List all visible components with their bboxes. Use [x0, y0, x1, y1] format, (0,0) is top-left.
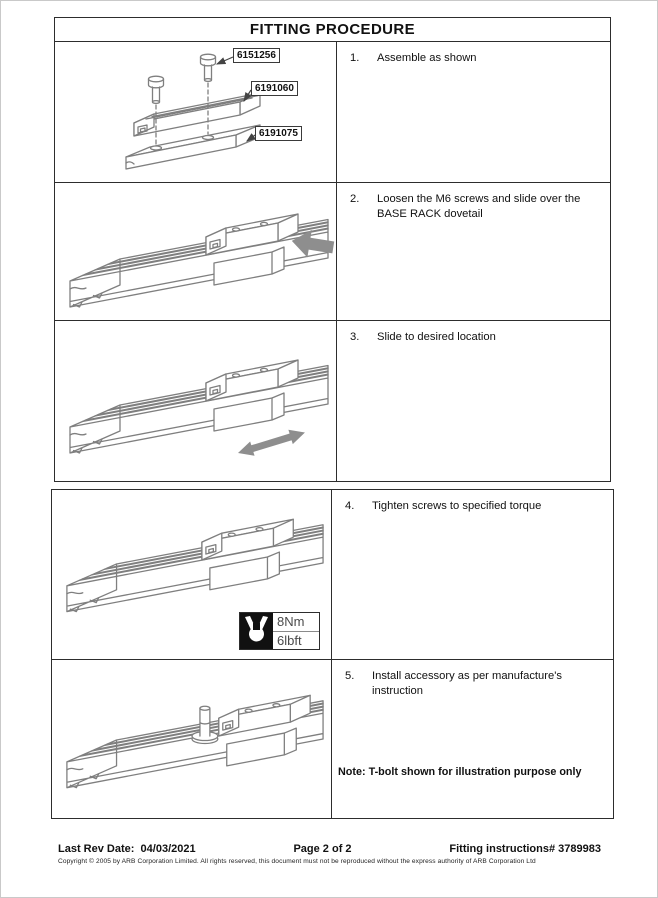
step-number: 5.	[345, 670, 355, 682]
step1-text-cell	[337, 42, 610, 183]
step3-illustration-cell	[55, 321, 337, 481]
step2-illustration-cell	[55, 183, 337, 321]
rack-tbolt-diagram	[53, 666, 331, 818]
step2-text-cell	[337, 183, 610, 321]
step4-text-cell	[332, 490, 613, 660]
rack-torque-diagram	[53, 490, 331, 628]
fitting-instructions-number: Fitting instructions# 3789983	[449, 843, 601, 855]
procedure-table-bottom	[51, 489, 614, 819]
footer	[58, 843, 601, 855]
last-rev-date: 04/03/2021	[140, 843, 196, 855]
step-number: 4.	[345, 500, 355, 512]
double-arrow-icon	[236, 425, 307, 460]
step5-illustration-cell	[52, 660, 332, 818]
step-text: Assemble as shown	[377, 52, 477, 64]
procedure-table-top	[54, 17, 611, 482]
step-number: 3.	[350, 331, 360, 343]
torque-nm: 8Nm	[273, 613, 319, 632]
rack-slide-on-diagram	[56, 185, 336, 321]
part-label-base: 6191075	[255, 126, 302, 141]
tbolt-note: Note: T-bolt shown for illustration purpose only	[338, 766, 582, 778]
step-text: Loosen the M6 screws and slide over the BASE RACK dovetail	[377, 193, 581, 221]
last-rev-label: Last Rev Date:	[58, 843, 135, 855]
step5-text-cell	[332, 660, 613, 818]
step-text: Tighten screws to specified torque	[372, 500, 542, 512]
wrench-icon	[240, 613, 273, 649]
torque-spec-badge	[239, 612, 320, 650]
torque-lbft: 6lbft	[277, 632, 302, 648]
step-number: 1.	[350, 52, 360, 64]
page-number: Page 2 of 2	[293, 843, 352, 855]
step3-text-cell	[337, 321, 610, 481]
step1-illustration-cell	[55, 42, 337, 183]
step-text: Slide to desired location	[377, 331, 496, 343]
page-title: FITTING PROCEDURE	[55, 18, 610, 42]
part-label-bolt: 6151256	[233, 48, 280, 63]
step-text: Install accessory as per manufacture's instruction	[372, 670, 562, 698]
step4-illustration-cell	[52, 490, 332, 660]
rack-slide-diagram	[56, 331, 336, 481]
copyright-line: Copyright © 2005 by ARB Corporation Limited. All rights reserved, this document must not be reproduced without the express authority of ARB Corporation Ltd	[58, 858, 536, 865]
exploded-assembly-diagram	[56, 43, 336, 182]
part-label-channel: 6191060	[251, 81, 298, 96]
step-number: 2.	[350, 193, 360, 205]
